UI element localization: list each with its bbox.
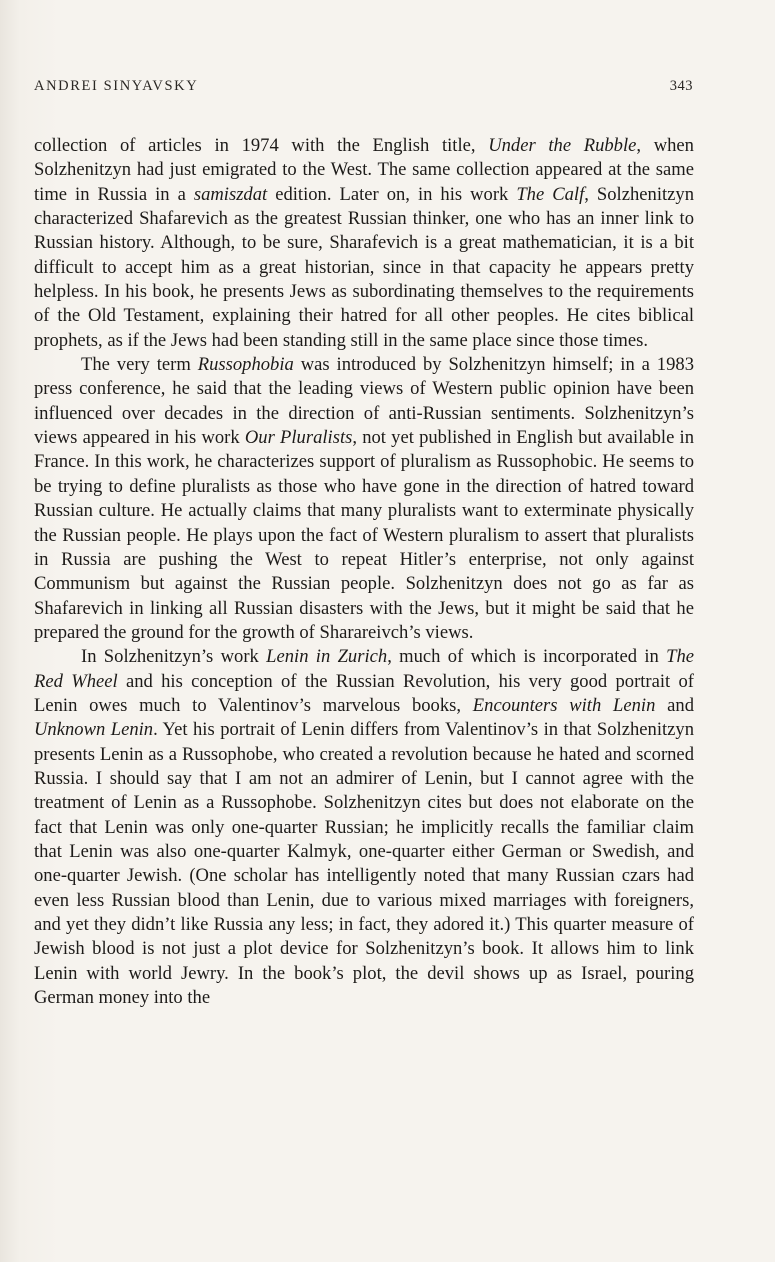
text-run: , not yet published in English but available in France. In this work, he characterizes support of pluralism as Russophobic. He seems to be trying to define pluralists as those who have gone in the direction of hatred toward Russian culture. He actually claims that many pluralists want to exterminate physically the Russian people. He plays upon the fact of Western pluralism to assert that pluralists in Russia are pushing the West to repeat Hitler’s enterprise, not only against Communism but against the Russian people. Solzhenitzyn does not go as far as Shafarevich in linking all Russian disasters with the Jews, but it might be said that he prepared the ground for the growth of Sharareivch’s views. [34, 427, 694, 643]
italic-title: Lenin in Zurich [266, 646, 388, 668]
text-run: and [655, 694, 694, 716]
paragraph [34, 134, 694, 353]
text-run: and his conception of the Russian Revolution, his very good portrait of Lenin owes much to Valentinov’s marvelous books, [34, 670, 694, 716]
italic-title: Under the Rubble [488, 135, 637, 156]
text-run: , Solzhenitzyn characterized Shafarevich as the greatest Russian thinker, one who has an inner link to Russian history. Although, to be sure, Sharafevich is a great mathematician, it is a bit difficult to accept him as a great historian, since in that capacity he appears pretty helpless. In his book, he presents Jews as subordinating themselves to the requirements of the Old Testament, explaining their hatred for all other peoples. He cites biblical prophets, as if the Jews had been standing still in the same place since those times. [34, 183, 694, 351]
text-run: The very term [81, 354, 198, 376]
paragraph [34, 645, 694, 1010]
page-number: 343 [669, 78, 693, 94]
italic-title: The Red Wheel [34, 646, 695, 692]
text-run: collection of articles in 1974 with the English title, [34, 135, 489, 156]
paragraph [34, 353, 694, 645]
text-run: , when Solzhenitzyn had just emigrated to the West. The same collection appeared at the same time in Russia in a [34, 135, 694, 205]
text-run: was introduced by Solzhenitzyn himself; in a 1983 press conference, he said that the leading views of Western public opinion have been influenced over decades in the direction of anti-Russian sentiments. Solzhenitzyn’s views appeared in his work [34, 354, 694, 449]
text-run: . Yet his portrait of Lenin differs from Valentinov’s in that Solzhenitzyn presents Lenin as a Russophobe, who created a revolution because he hated and scorned Russia. I should say that I am not an admirer of Lenin, but I cannot agree with the treatment of Lenin as a Russophobe. Solzhenitzyn cites but does not elaborate on the fact that Lenin was only one-quarter Russian; he implicitly recalls the familiar claim that Lenin was also one-quarter Kalmyk, one-quarter either German or Swedish, and one-quarter Jewish. (One scholar has intelligently noted that many Russian czars had even less Russian blood than Lenin, due to various mixed marriages with foreigners, and yet they didn’t like Russia any less; in fact, they adored it.) This quarter measure of Jewish blood is not just a plot device for Solzhenitzyn’s book. It allows him to link Lenin with world Jewry. In the book’s plot, the devil shows up as Israel, pouring German money into the [34, 719, 694, 1009]
italic-title: Russophobia [197, 354, 294, 376]
italic-title: Encounters with Lenin [472, 694, 656, 716]
italic-title: The Calf [516, 183, 585, 205]
italic-title: Unknown Lenin [34, 719, 154, 741]
text-run: edition. Later on, in his work [267, 183, 517, 205]
italic-title: samiszdat [193, 183, 268, 205]
italic-title: Our Pluralists [244, 427, 353, 449]
body-text [34, 134, 694, 1010]
text-run: , much of which is incorporated in [387, 646, 667, 668]
running-header [34, 78, 693, 95]
running-head-author: ANDREI SINYAVSKY [34, 78, 199, 94]
text-run: In Solzhenitzyn’s work [81, 646, 267, 668]
